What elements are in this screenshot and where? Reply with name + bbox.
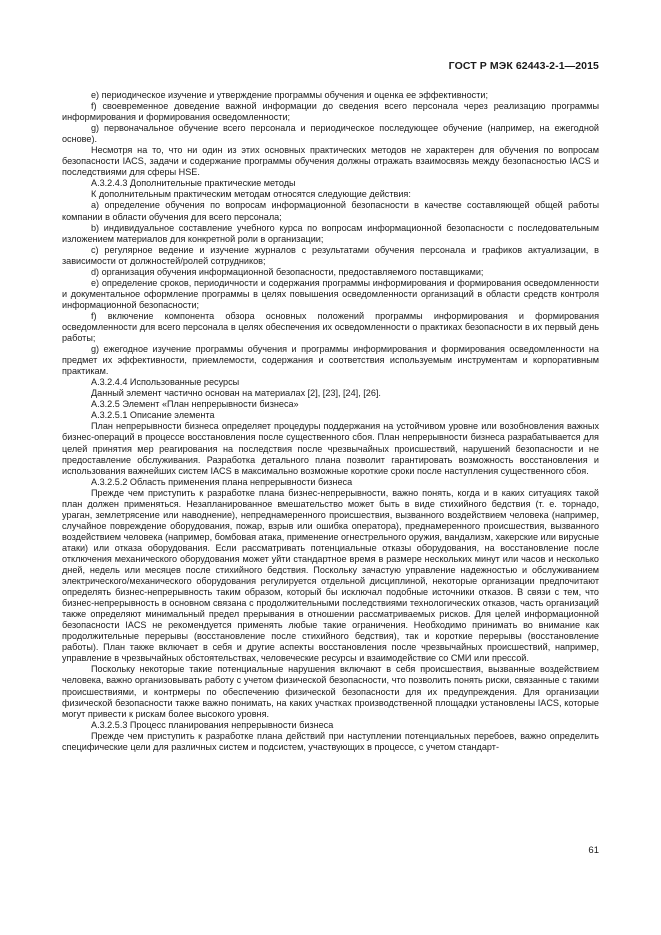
paragraph: К дополнительным практическим методам относятся следующие действия: bbox=[91, 189, 411, 200]
paragraph: g) первоначальное обучение всего персонала и периодическое последующее обучение (например, на ежегодной основе). bbox=[62, 123, 599, 145]
standard-header: ГОСТ Р МЭК 62443-2-1—2015 bbox=[448, 60, 599, 72]
section-heading: A.3.2.5 Элемент «План непрерывности бизнеса» bbox=[91, 399, 299, 410]
paragraph: Данный элемент частично основан на материалах [2], [23], [24], [26]. bbox=[91, 388, 381, 399]
section-heading: A.3.2.5.2 Область применения плана непрерывности бизнеса bbox=[91, 476, 353, 487]
section-heading: A.3.2.5.1 Описание элемента bbox=[91, 410, 215, 421]
paragraph: b) индивидуальное составление учебного курса по вопросам информационной безопасности с последовательным изложением материалов для конкретной роли в организации; bbox=[62, 222, 599, 244]
paragraph: c) регулярное ведение и изучение журналов с результатами обучения персонала и графиков актуализации, в зависимости от должностей/ролей сотрудников; bbox=[62, 244, 599, 266]
paragraph: f) включение компонента обзора основных положений программы информирования и формирования осведомленности для всего персонала в целях обеспечения их осведомленности о практиках безопасности в их первый день работы; bbox=[62, 310, 599, 344]
paragraph: e) периодическое изучение и утверждение программы обучения и оценка ее эффективности; bbox=[91, 90, 488, 100]
paragraph: Несмотря на то, что ни один из этих основных практических методов не характерен для обучения по вопросам безопасности IACS, задачи и содержание программы обучения должны отражать взаимосвязь между безопасностью IACS и последствиями для сферы HSE. bbox=[62, 145, 599, 178]
page-number: 61 bbox=[588, 845, 599, 856]
body-text bbox=[62, 90, 599, 753]
paragraph: f) своевременное доведение важной информации до сведения всего персонала через реализацию программы информирования и формирования осведомленности; bbox=[62, 101, 599, 123]
paragraph: Прежде чем приступить к разработке плана действий при наступлении потенциальных перебоев, важно определить специфические цели для различных систем и подсистем, участвующих в процессе, с учетом стандарт- bbox=[62, 730, 599, 752]
paragraph: Прежде чем приступить к разработке плана бизнес-непрерывности, важно понять, когда и в каких ситуациях такой план должен применяться. Незапланированное вмешательство может быть в виде стихийного бедствия (т. е. торнадо, ураган, землетрясение или наводнение), непреднамеренного происшествия, вызванного воздействием человека (например, случайное повреждение оборудования, пожар, взрыв или ошибка оператора), преднамеренного происшествия, вызванного воздействием человека (например, бомбовая атака, применение огнестрельного оружия, вандализм, хакерские или вирусные атаки) или отказа оборудования. Если рассматривать потенциальные отказы оборудования, на восстановление после отключения механического оборудования может уйти стандартное время в размере нескольких минут или часов и несколько дней, недель или месяцев после стихийного бедствия. Поскольку зачастую управление надежностью и обслуживанием электрического/механического оборудования регулируется отдельной дисциплиной, некоторые организации предпочитают определять бизнес-непрерывность таким образом, который бы исключал подобные источники отказов. В связи с тем, что бизнес-непрерывность в основном связана с продолжительными последствиями технологических отказов, часть организаций также определяют минимальный предел прерывания в отношении рассматриваемых рисков. Для целей информационной безопасности IACS не рекомендуется применять любые такие ограничения. Необходимо принимать во внимание как продолжительные перерывы (восстановление после стихийного бедствия), так и короткие перерывы (восстановление работы). План также включает в себя и другие аспекты восстановления после чрезвычайных происшествий, например, управление в чрезвычайных обстоятельствах, человеческие ресурсы и взаимодействие со СМИ или прессой. bbox=[62, 487, 599, 664]
paragraph: e) определение сроков, периодичности и содержания программы информирования и формирования осведомленности и документальное оформление программы в целях повышения осведомленности организаций в области средств контроля информационной безопасности; bbox=[62, 277, 599, 310]
paragraph: а) определение обучения по вопросам информационной безопасности в качестве составляющей общей работы компании в области обучения для всего персонала; bbox=[62, 200, 599, 222]
paragraph: d) организация обучения информационной безопасности, предоставляемого поставщиками; bbox=[91, 266, 484, 277]
paragraph: Поскольку некоторые такие потенциальные нарушения включают в себя происшествия, вызванные воздействием человека, важно организовывать работу с учетом физической безопасности, что позволить понять риски, связанные с такими происшествиями, и контрмеры по обеспечению физической безопасности для их предупреждения. Для организации физической безопасности также важно понимать, на каких участках производственной площадки установлены IACS, которые могут привести к рискам более высокого уровня. bbox=[62, 664, 599, 719]
section-heading: A.3.2.4.3 Дополнительные практические методы bbox=[91, 178, 296, 189]
paragraph: g) ежегодное изучение программы обучения и программы информирования и формирования осведомленности на предмет их эффективности, приемлемости, содержания и соответствия используемым инструментам и корпоративным практикам. bbox=[62, 344, 599, 377]
section-heading: A.3.2.4.4 Использованные ресурсы bbox=[91, 377, 240, 388]
paragraph: План непрерывности бизнеса определяет процедуры поддержания на устойчивом уровне или возобновления важных бизнес-операций в процессе восстановления после существенного сбоя. План непрерывности бизнеса разрабатывается для целей принятия мер реагирования на последствия после чрезвычайных происшествий, нарушений безопасности и не предоставление обслуживания. Разработка детального плана позволит гарантировать возможность восстановления и использования важнейших систем IACS в максимально возможные короткие сроки после наступления существенного сбоя. bbox=[62, 421, 599, 476]
section-heading: A.3.2.5.3 Процесс планирования непрерывности бизнеса bbox=[91, 719, 334, 730]
